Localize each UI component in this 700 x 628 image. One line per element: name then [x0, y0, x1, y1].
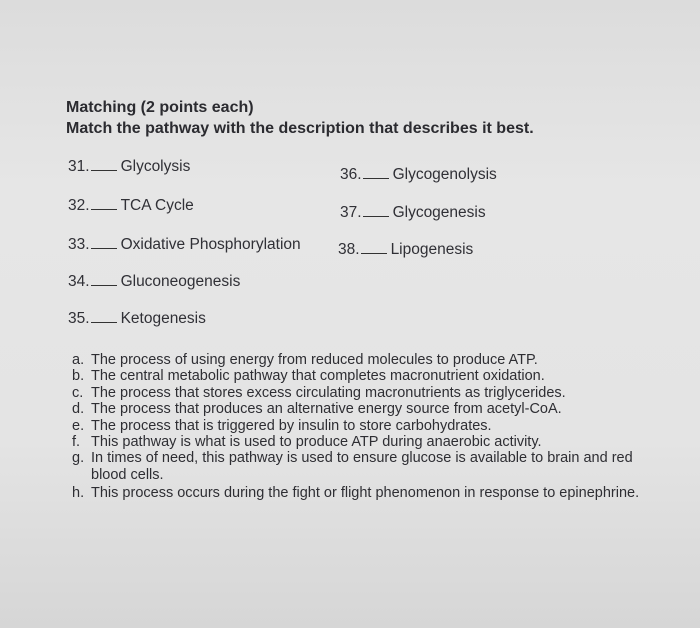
description-letter: d. [72, 401, 85, 418]
description-text: This process occurs during the fight or flight phenomenon in response to epinephrine. [91, 485, 640, 502]
match-item [68, 236, 301, 254]
description-text: The process that produces an alternative energy source from acetyl-CoA. [91, 401, 562, 418]
description-item [72, 401, 682, 417]
item-label: Glycogenesis [392, 204, 486, 221]
description-text: The central metabolic pathway that completes macronutrient oxidation. [91, 368, 545, 385]
answer-blank[interactable] [91, 197, 117, 210]
section-title: Matching (2 points each) [66, 99, 254, 116]
description-item [72, 352, 682, 368]
description-letter: e. [72, 417, 85, 434]
item-number: 37. [340, 204, 362, 221]
item-number: 31. [68, 158, 90, 175]
description-letter: a. [72, 352, 85, 368]
description-letter: h. [72, 485, 85, 502]
answer-blank[interactable] [363, 204, 389, 217]
item-number: 33. [68, 236, 90, 253]
item-label: Ketogenesis [120, 310, 206, 327]
description-text: The process of using energy from reduced molecules to produce ATP. [91, 352, 538, 368]
match-item [68, 310, 206, 328]
item-label: Glycogenolysis [392, 166, 497, 183]
description-text: The process that is triggered by insulin to store carbohydrates. [91, 417, 492, 434]
match-item [338, 241, 473, 259]
description-letter: g. [72, 450, 85, 467]
match-item [340, 166, 497, 184]
description-text: In times of need, this pathway is used to ensure glucose is available to brain and red [91, 450, 633, 467]
match-item [68, 273, 240, 291]
description-item [72, 450, 682, 466]
item-number: 38. [338, 241, 360, 258]
description-item [72, 434, 682, 450]
description-item [72, 485, 682, 501]
answer-blank[interactable] [91, 310, 117, 323]
item-label: Lipogenesis [390, 241, 474, 258]
description-item [72, 385, 682, 401]
item-label: TCA Cycle [120, 197, 194, 214]
description-list [72, 352, 682, 502]
answer-blank[interactable] [91, 236, 117, 249]
description-letter: b. [72, 368, 85, 385]
item-number: 36. [340, 166, 362, 183]
item-number: 32. [68, 197, 90, 214]
description-item [72, 418, 682, 434]
match-item [68, 197, 194, 215]
description-text: The process that stores excess circulating macronutrients as triglycerides. [91, 384, 566, 401]
answer-blank[interactable] [91, 273, 117, 286]
item-label: Gluconeogenesis [120, 273, 241, 290]
description-letter: c. [72, 384, 84, 401]
description-text: This pathway is what is used to produce ATP during anaerobic activity. [91, 434, 542, 451]
match-item [340, 204, 486, 222]
match-item [68, 158, 190, 176]
item-label: Glycolysis [120, 158, 191, 175]
description-item [72, 368, 682, 384]
item-label: Oxidative Phosphorylation [120, 236, 301, 253]
item-number: 35. [68, 310, 90, 327]
description-letter: f. [72, 434, 81, 451]
item-number: 34. [68, 273, 90, 290]
answer-blank[interactable] [361, 241, 387, 254]
section-instruction: Match the pathway with the description that describes it best. [66, 120, 534, 137]
answer-blank[interactable] [91, 158, 117, 171]
section-header [66, 97, 534, 139]
answer-blank[interactable] [363, 166, 389, 179]
description-continuation: blood cells. [91, 466, 164, 483]
